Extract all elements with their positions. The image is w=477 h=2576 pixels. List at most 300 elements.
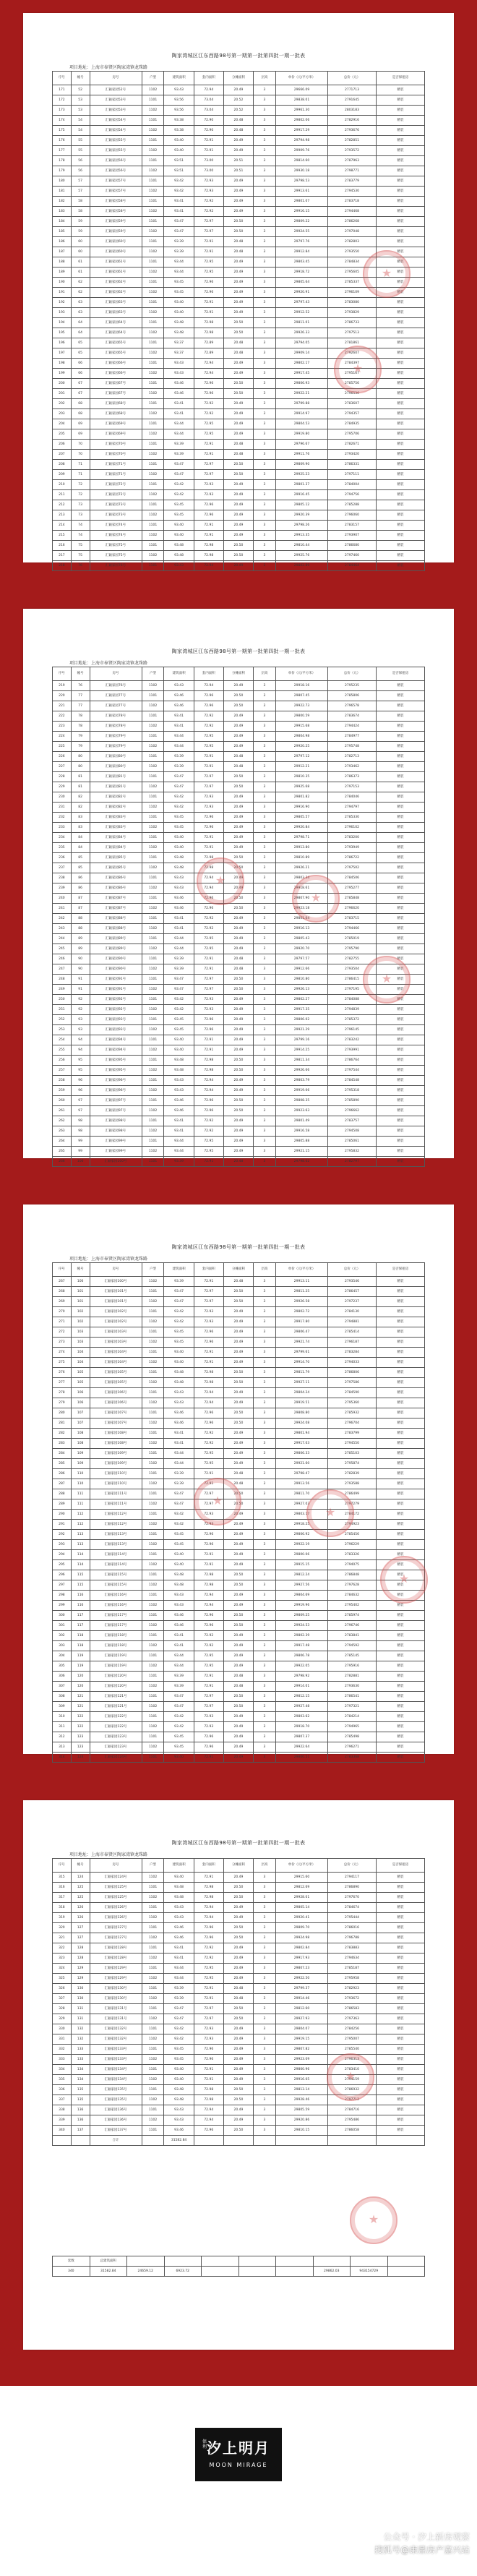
table-cell: 20.50 [223,863,253,873]
table-cell: 72.96 [194,1923,223,1933]
table-cell: 3 [254,2014,276,2024]
table-cell: 29920.41 [275,1913,327,1923]
table-cell: 60 [71,247,90,257]
table-cell: 精装 [376,1137,424,1147]
table-cell: 93.47 [164,782,194,792]
table-cell: 20.49 [223,1591,253,1601]
table-cell: 72.91 [194,1560,223,1570]
table-cell: 72.91 [194,146,223,156]
table-cell: 223 [53,722,72,732]
table-cell: 302 [53,1631,72,1641]
table-cell: 20.48 [223,126,253,136]
table-cell: 172 [53,95,72,106]
table-cell: 1101 [142,1035,164,1045]
table-cell: 20.48 [223,1277,253,1287]
table-cell: 93 [71,1025,90,1035]
table-row [53,934,425,944]
table-cell: 1102 [142,1974,164,1984]
table-cell: 汇颖家园122号 [90,1722,142,1732]
table-cell: 132 [71,2034,90,2045]
table-cell: 3 [254,1137,276,1147]
table-cell: 29803.45 [275,257,327,268]
table-cell: 268 [53,1287,72,1297]
table-cell: 精装 [376,934,424,944]
table-cell: 100 [71,1277,90,1287]
table-cell: 174 [53,116,72,126]
table-cell: 72.92 [194,722,223,732]
table-cell: 20.49 [223,146,253,156]
table-cell: 3 [254,1045,276,1056]
column-header: 层高 [254,1859,276,1873]
table-cell: 精装 [376,95,424,106]
table-cell: 72.91 [194,762,223,772]
table-cell: 133 [71,2045,90,2055]
document-page-1 [23,13,454,568]
table-cell: 97 [71,1096,90,1106]
table-cell: 191 [53,288,72,298]
table-cell: 20.49 [223,2105,253,2115]
table-cell: 29918.61 [275,883,327,894]
table-cell: 3 [254,1479,276,1489]
table-cell: 121 [71,1692,90,1702]
table-cell: 61 [71,268,90,278]
table-cell: 72.94 [194,2105,223,2115]
table-row [53,1066,425,1076]
table-cell: 281 [53,1418,72,1429]
table-cell: 2797279 [328,1499,377,1510]
table-cell: 131 [71,2014,90,2024]
table-cell: 汇颖家园106号 [90,1388,142,1398]
table-cell: 58 [71,207,90,217]
table-cell: 93.39 [164,237,194,247]
table-cell: 20.49 [223,2024,253,2034]
table-cell: 2784464 [328,561,377,571]
table-cell: 1101 [142,1651,164,1661]
table-cell: 64 [71,328,90,338]
table-cell: 精装 [376,480,424,490]
table-cell: 75 [71,541,90,551]
table-cell: 72.91 [194,1672,223,1682]
table-cell: 29916.05 [275,2075,327,2085]
table-cell: 286 [53,1469,72,1479]
table-row [53,1591,425,1601]
table-cell: 精装 [376,1591,424,1601]
table-cell: 20.49 [223,934,253,944]
column-header: 房号 [90,72,142,85]
table-cell: 74 [71,531,90,541]
table-cell: 1101 [142,894,164,904]
table-cell: 113 [71,1530,90,1540]
table-cell: 20.50 [223,2095,253,2105]
table-cell: 72.97 [194,1489,223,1499]
table-cell: 精装 [376,701,424,711]
table-cell: 93.46 [164,1408,194,1418]
table-cell: 93.48 [164,1893,194,1903]
table-cell: 20.50 [223,985,253,995]
table-cell: 93.42 [164,803,194,813]
table-cell: 2793572 [328,146,377,156]
table-cell: 1102 [142,803,164,813]
table-cell: 214 [53,521,72,531]
table-cell: 93.39 [164,1479,194,1489]
table-row [53,1893,425,1903]
table-cell: 93.46 [164,389,194,399]
table-cell: 3 [254,521,276,531]
table-cell: 20.49 [223,480,253,490]
table-cell: 93.45 [164,1530,194,1540]
table-cell: 283 [53,1439,72,1449]
table-cell: 85 [71,863,90,873]
table-cell: 93.48 [164,1883,194,1893]
table-cell: 20.49 [223,1137,253,1147]
table-cell: 精装 [376,348,424,359]
summary-cell: 24659.12 [127,2267,165,2277]
table-cell: 29913.80 [275,843,327,853]
table-cell: 3 [254,1005,276,1015]
table-cell: 72.97 [194,1692,223,1702]
column-header: 单价（元/平方米） [275,1859,327,1873]
table-cell: 3 [254,1732,276,1742]
column-header: 序号 [53,72,72,85]
table-cell: 2794881 [328,1317,377,1327]
table-cell: 2796271 [328,1742,377,1753]
table-cell: 2783779 [328,176,377,187]
table-cell: 精装 [376,561,424,571]
table-cell: 106 [71,1388,90,1398]
table-cell: 2795832 [328,1147,377,1157]
table-cell: 93.44 [164,1147,194,1157]
table-cell: 2796109 [328,288,377,298]
table-row [53,1570,425,1580]
table-cell: 1101 [142,1137,164,1147]
table-cell: 340 [53,2126,72,2136]
table-cell: 72.96 [194,2055,223,2065]
table-row [53,227,425,237]
table-cell: 汇颖家园59号 [90,217,142,227]
table-cell: 20.49 [223,197,253,207]
table-cell: 汇颖家园70号 [90,450,142,460]
table-cell: 汇颖家园116号 [90,1591,142,1601]
table-cell: 20.50 [223,551,253,561]
table-cell: 271 [53,1317,72,1327]
table-cell: 3 [254,1348,276,1358]
table-cell: 294 [53,1550,72,1560]
table-cell: 1102 [142,247,164,257]
table-cell: 72.92 [194,924,223,934]
table-cell: 2795360 [328,1398,377,1408]
table-cell: 精装 [376,1540,424,1550]
table-cell: 93.48 [164,2085,194,2095]
table-cell: 20.50 [223,1378,253,1388]
table-cell: 汇颖家园55号 [90,136,142,146]
table-cell: 2786680 [328,541,377,551]
table-cell: 57 [71,176,90,187]
table-header-row [53,72,425,85]
table-cell: 72.96 [194,904,223,914]
table-cell: 汇颖家园68号 [90,409,142,419]
table-row [53,1317,425,1327]
table-cell: 317 [53,1893,72,1903]
table-cell: 3 [254,500,276,510]
table-cell: 68 [71,409,90,419]
table-cell: 29920.39 [275,510,327,521]
table-cell: 88 [71,914,90,924]
table-cell: 3 [254,126,276,136]
table-cell: 330 [53,2024,72,2034]
table-row [53,1459,425,1469]
table-cell: 297 [53,1580,72,1591]
table-cell: 汇颖家园124号 [90,1873,142,1883]
table-cell: 精装 [376,197,424,207]
table-cell: 93.48 [164,318,194,328]
table-cell: 1101 [142,2004,164,2014]
table-cell: 93.48 [164,1066,194,1076]
table-cell: 1102 [142,531,164,541]
table-cell: 1102 [142,722,164,732]
table-cell: 93.41 [164,409,194,419]
table-cell: 277 [53,1378,72,1388]
table-cell: 93.45 [164,1015,194,1025]
table-cell: 精装 [376,711,424,722]
table-cell: 2798771 [328,166,377,176]
table-cell: 20.50 [223,1287,253,1297]
table-cell: 20.49 [223,1651,253,1661]
table-cell: 242 [53,914,72,924]
table-cell: 29916.15 [275,207,327,217]
table-cell: 精装 [376,1066,424,1076]
table-cell: 29913.11 [275,1277,327,1287]
table-cell: 2786331 [328,460,377,470]
table-cell: 195 [53,328,72,338]
table-cell: 精装 [376,742,424,752]
table-cell: 精装 [376,1358,424,1368]
table-cell: 20.49 [223,2075,253,2085]
table-cell: 3 [254,1611,276,1621]
summary-cell: 943154729 [351,2267,388,2277]
table-cell: 3 [254,1510,276,1520]
column-header: 建筑面积 [164,667,194,681]
table-cell: 精装 [376,1873,424,1883]
table-cell: 78 [71,722,90,732]
table-cell: 114 [71,1560,90,1570]
table-cell: 精装 [376,904,424,914]
table-cell: 20.50 [223,1297,253,1307]
table-cell: 精装 [376,1277,424,1287]
table-cell: 226 [53,752,72,762]
table-cell: 2785061 [328,1137,377,1147]
table-cell: 精装 [376,1510,424,1520]
table-cell: 72.91 [194,1277,223,1287]
table-cell: 20.49 [223,1540,253,1550]
table-cell: 20.48 [223,237,253,247]
table-cell: 3 [254,531,276,541]
table-cell: 1101 [142,975,164,985]
table-cell: 29802.17 [275,359,327,369]
table-cell: 93.41 [164,1116,194,1126]
table-cell: 29812.24 [275,1570,327,1580]
table-cell: 3 [254,480,276,490]
table-cell: 72.89 [194,348,223,359]
column-header: 是否保租房 [376,1859,424,1873]
table-cell: 258 [53,1076,72,1086]
table-row [53,217,425,227]
table-cell: 29806.92 [275,1530,327,1540]
table-cell: 93.44 [164,1449,194,1459]
table-cell: 2797586 [328,1378,377,1388]
table-cell: 72.92 [194,399,223,409]
table-cell: 121 [71,1702,90,1712]
table-cell: 104 [71,1358,90,1368]
table-cell: 1101 [142,2065,164,2075]
table-cell: 20.49 [223,823,253,833]
table-cell: 72.95 [194,742,223,752]
table-cell: 102 [71,1307,90,1317]
table-cell: 3 [254,813,276,823]
table-cell: 3 [254,803,276,813]
table-cell: 精装 [376,1106,424,1116]
table-cell: 72.91 [194,136,223,146]
table-cell: 2786499 [328,1489,377,1499]
table-cell: 93.44 [164,1137,194,1147]
table-cell: 72.92 [194,1116,223,1126]
table-cell: 2784590 [328,1388,377,1398]
table-row [53,1025,425,1035]
table-cell: 汇颖家园70号 [90,440,142,450]
table-cell: 72.95 [194,1449,223,1459]
table-cell: 1101 [142,1510,164,1520]
column-header: 层高 [254,667,276,681]
table-cell: 72.97 [194,782,223,792]
table-cell: 72.96 [194,1933,223,1943]
table-cell: 83 [71,823,90,833]
table-cell: 133 [71,2055,90,2065]
table-cell: 72.92 [194,711,223,722]
table-cell: 62 [71,278,90,288]
table-cell: 3 [254,1338,276,1348]
table-cell: 20.49 [223,399,253,409]
table-cell: 29805.64 [275,278,327,288]
table-cell: 精装 [376,1974,424,1984]
table-cell: 3 [254,1530,276,1540]
table-cell: 1101 [142,521,164,531]
table-cell: 72.96 [194,1621,223,1631]
table-cell: 247 [53,964,72,975]
table-row [53,914,425,924]
table-cell: 135 [71,2085,90,2095]
table-cell: 29805.88 [275,1137,327,1147]
table-cell: 29927.03 [275,1499,327,1510]
table-cell: 2794923 [328,1520,377,1530]
table-cell: 精装 [376,2055,424,2065]
table-cell: 1101 [142,1672,164,1682]
table-row [53,1086,425,1096]
table-cell: 20.49 [223,85,253,95]
table-cell: 110 [71,1479,90,1489]
table-cell: 72.95 [194,1964,223,1974]
table-cell: 汇颖家园94号 [90,1035,142,1045]
table-cell: 94 [71,1045,90,1056]
table-cell: 20.49 [223,1358,253,1368]
table-cell: 精装 [376,106,424,116]
table-cell: 精装 [376,1661,424,1672]
table-cell: 2785372 [328,1015,377,1025]
table-cell: 汇颖家园84号 [90,833,142,843]
table-cell: 精装 [376,460,424,470]
column-header: 户型 [142,667,164,681]
table-cell: 汇颖家园55号 [90,146,142,156]
table-cell: 93.47 [164,975,194,985]
table-cell: 93.47 [164,1692,194,1702]
table-cell: 72.97 [194,1297,223,1307]
table-cell: 精装 [376,924,424,934]
table-cell: 93.40 [164,1358,194,1368]
table-cell: 汇颖家园114号 [90,1550,142,1560]
table-cell: 108 [71,1429,90,1439]
table-cell: 1102 [142,1520,164,1530]
table-cell: 29917.48 [275,1641,327,1651]
table-cell: 3 [254,1923,276,1933]
table-cell: 20.48 [223,247,253,257]
table-cell: 汇颖家园78号 [90,711,142,722]
table-cell: 汇颖家园110号 [90,1479,142,1489]
table-row [53,1449,425,1459]
table-cell: 1102 [142,369,164,379]
table-cell: 1101 [142,1591,164,1601]
table-cell: 29917.29 [275,126,327,136]
table-cell: 精装 [376,166,424,176]
table-row [53,136,425,146]
column-header: 是否保租房 [376,1263,424,1277]
table-cell: 1102 [142,227,164,237]
table-cell: 1101 [142,156,164,166]
table-cell: 2797153 [328,782,377,792]
table-cell: 83 [71,813,90,823]
table-row [53,338,425,348]
column-header: 分摊面积 [223,1263,253,1277]
table-cell: 1102 [142,308,164,318]
table-cell: 3 [254,711,276,722]
table-cell: 3 [254,1157,276,1167]
table-cell: 333 [53,2055,72,2065]
table-cell: 93.46 [164,1933,194,1943]
table-cell: 93.40 [164,1873,194,1883]
table-cell: 精装 [376,1429,424,1439]
table-cell: 29930.18 [275,166,327,176]
table-cell: 3 [254,1984,276,1994]
table-cell: 245 [53,944,72,954]
table-cell: 1102 [142,348,164,359]
table-cell: 1102 [142,1358,164,1368]
table-cell: 72.91 [194,1984,223,1994]
table-cell: 20.49 [223,1913,253,1923]
table-cell: 3 [254,1277,276,1287]
table-cell: 2786764 [328,1056,377,1066]
table-row [53,1297,425,1307]
table-cell: 3 [254,1327,276,1338]
table-cell: 72.96 [194,1418,223,1429]
table-cell: 20.50 [223,541,253,551]
table-cell: 20.50 [223,1580,253,1591]
table-cell: 3 [254,2126,276,2136]
table-cell: 123 [71,1732,90,1742]
table-cell: 3 [254,863,276,873]
table-cell: 1102 [142,1418,164,1429]
table-cell: 20.50 [223,2014,253,2024]
table-cell: 72.96 [194,1530,223,1540]
table-cell: 93.44 [164,1459,194,1469]
table-row [53,521,425,531]
table-cell: 2797628 [328,1580,377,1591]
